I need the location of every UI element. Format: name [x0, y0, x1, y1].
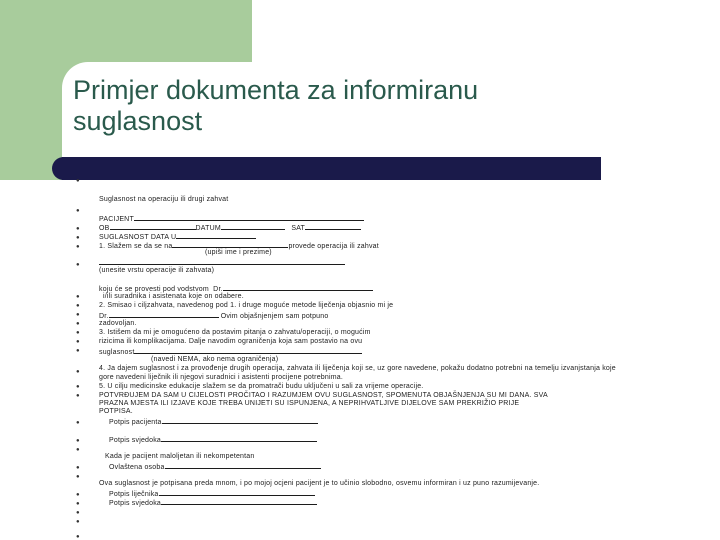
clause-4-text-cont: gore navedeni liječnik ili njegovi suradnici i asistenti procijene potrebnima.	[99, 374, 344, 381]
doctor-signature-field[interactable]	[159, 489, 315, 496]
patient-signature-field[interactable]	[162, 417, 318, 424]
witness-signature-label: Potpis svjedoka	[109, 437, 162, 444]
patient-signature-row	[109, 417, 318, 427]
confirmation-text-end: POTPISA.	[99, 408, 133, 415]
bullet-icon: ●	[76, 262, 80, 268]
bullet-icon: ●	[76, 492, 80, 498]
bullet-icon: ●	[76, 438, 80, 444]
slide-title-line-2: suglasnost	[73, 106, 203, 136]
patient-field-cont[interactable]	[192, 214, 364, 221]
bullet-icon: ●	[76, 294, 80, 300]
name-field-hint: (upiši ime i prezime)	[205, 249, 272, 256]
clause-1-text: 1. Slažem se da se na	[99, 243, 173, 250]
bullet-icon: ●	[76, 321, 80, 327]
bullet-icon: ●	[76, 330, 80, 336]
clause-3-text: 3. Istišem da mi je omogućeno da postavim pitanja o zahvatu/operaciji, o mogućim	[99, 329, 371, 336]
restrictions-label: suglasnost	[99, 349, 135, 356]
ob-field[interactable]	[110, 223, 196, 230]
authorized-person-label: Ovlaštena osoba	[109, 464, 165, 471]
clause-2-doctor-field[interactable]	[109, 311, 219, 318]
bullet-icon: ●	[76, 519, 80, 525]
witness2-signature-row	[109, 498, 317, 508]
witness-statement: Ova suglasnost je potpisana preda mnom, i po mojoj ocjeni pacijent je to učinio slobodno, osvemu informiran i uz puno razumijevanje.	[99, 480, 540, 487]
bullet-icon: ●	[76, 312, 80, 318]
authorized-person-row	[109, 462, 321, 472]
clause-1-assistants: i/ili suradnika i asistenata koje on odabere.	[103, 293, 244, 300]
bullet-icon: ●	[76, 501, 80, 507]
bullet-icon: ●	[76, 474, 80, 480]
restrictions-field[interactable]	[134, 347, 362, 354]
bullet-icon: ●	[76, 208, 80, 214]
clause-5-text: 5. U cilju medicinske edukacije slažem se da promatrači budu uključeni u sali za vrijeme operacije.	[99, 383, 424, 390]
witness2-signature-label: Potpis svjedoka	[109, 500, 162, 507]
bullet-icon: ●	[76, 510, 80, 516]
authorized-person-field[interactable]	[165, 462, 321, 469]
bullet-icon: ●	[76, 420, 80, 426]
ob-label: OB	[99, 225, 110, 232]
clause-4-text: 4. Ja dajem suglasnost i za provođenje drugih operacija, zahvata ili liječenja koji se, uz gore navedene, pokažu dodatno potrebni na temelju izvanjstanja koje	[99, 365, 616, 372]
bullet-icon: ●	[76, 369, 80, 375]
confirmation-text: POTVRĐUJEM DA SAM U CIJELOSTI PROČITAO I RAZUMJEM OVU SUGLASNOST, SPOMENUTA OBJAŠNJENJA SU MI DANA. SVA	[99, 392, 548, 399]
doctor-field[interactable]	[223, 284, 373, 291]
procedure-field-hint: (unesite vrstu operacije ili zahvata)	[99, 267, 215, 274]
restrictions-hint: (navedi NEMA, ako nema ograničenja)	[151, 356, 279, 363]
bullet-icon: ●	[76, 348, 80, 354]
name-field[interactable]	[172, 241, 288, 248]
bullet-icon: ●	[76, 534, 80, 540]
consent-date-field[interactable]	[176, 232, 256, 239]
bullet-icon: ●	[76, 178, 80, 184]
clause-2-text: 2. Smisao i ciljzahvata, navedenog pod 1. i druge moguće metode liječenja objasnio mi je	[99, 302, 394, 309]
bullet-icon: ●	[76, 303, 80, 309]
clause-2-text-cont: Ovim objašnjenjem sam potpuno	[220, 313, 329, 320]
patient-label: PACIJENT	[99, 216, 134, 223]
slide-title-line-1: Primjer dokumenta za informiranu	[73, 75, 479, 105]
time-field[interactable]	[305, 223, 361, 230]
doc-heading: Suglasnost na operaciju ili drugi zahvat	[99, 196, 229, 203]
patient-signature-label: Potpis pacijenta	[109, 419, 162, 426]
consent-date-label: SUGLASNOST DATA U	[99, 234, 177, 241]
witness-signature-field[interactable]	[161, 435, 317, 442]
witness2-signature-field[interactable]	[161, 498, 317, 505]
clause-3-text-cont: rizicima ili komplikacijama. Dalje navodim ograničenja koja sam postavio na ovu	[99, 338, 363, 345]
witness-signature-row	[109, 435, 317, 445]
bullet-icon: ●	[76, 235, 80, 241]
bullet-icon: ●	[76, 393, 80, 399]
patient-field[interactable]	[134, 214, 192, 221]
doctor-label: koju će se provesti pod vodstvom Dr.	[99, 286, 223, 293]
bullet-icon: ●	[76, 339, 80, 345]
bullet-icon: ●	[76, 226, 80, 232]
doctor-signature-label: Potpis liječnika	[109, 491, 159, 498]
date-field[interactable]	[221, 223, 285, 230]
minor-note: Kada je pacijent maloljetan ili nekompetentan	[105, 453, 255, 460]
bullet-icon: ●	[76, 465, 80, 471]
bullet-icon: ●	[76, 447, 80, 453]
bullet-icon: ●	[76, 244, 80, 250]
bullet-icon: ●	[76, 384, 80, 390]
clause-2-end: zadovoljan.	[99, 320, 137, 327]
clause-1-text-cont: provede operacija ili zahvat	[288, 243, 379, 250]
date-label: DATUM	[195, 225, 221, 232]
procedure-field[interactable]	[99, 258, 345, 265]
time-label: SAT	[291, 225, 306, 232]
confirmation-text-cont: PRAZNA MJESTA ILI IZJAVE KOJE TREBA UNIJETI SU ISPUNJENA, A NEPRIHVATLJIVE DIJELOVE SAM PREKRIŽIO PRIJE	[99, 400, 520, 407]
clause-2-doctor-label: Dr.	[99, 313, 109, 320]
